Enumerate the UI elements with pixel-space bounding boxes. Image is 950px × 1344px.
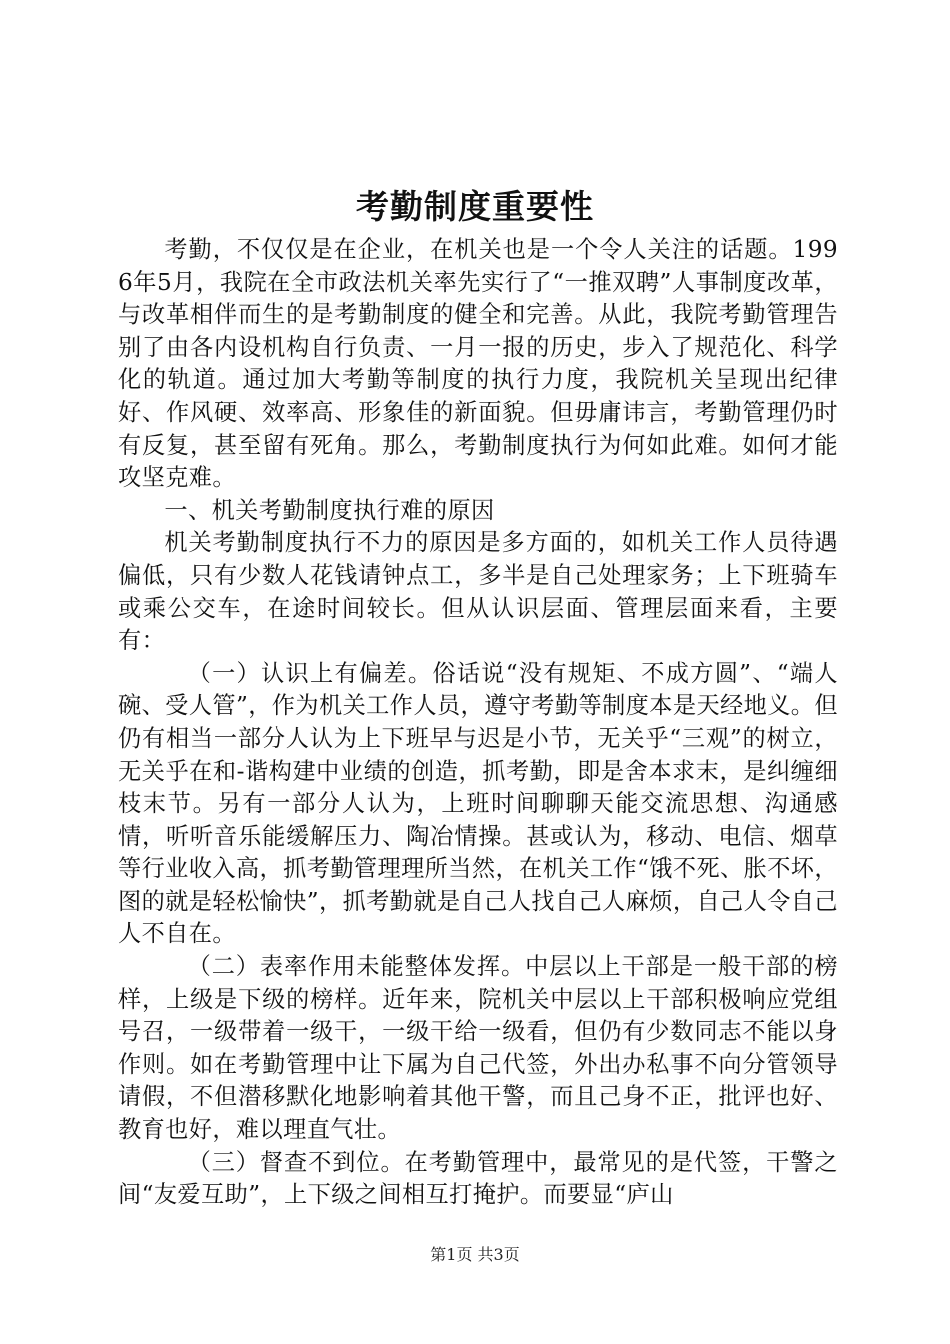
paragraph-cause-1: （一）认识上有偏差。俗话说“没有规矩、不成方圆”、“端人碗、受人管”，作为机关工作人员，遵守考勤等制度本是天经地义。但仍有相当一部分人认为上下班早与迟是小节，无关乎“三观”的树立，无关乎在和-谐构建中业绩的创造，抓考勤，即是舍本求末，是纠缠细枝末节。另有一部分人认为，上班时间聊聊天能交流思想、沟通感情，听听音乐能缓解压力、陶冶情操。甚或认为，移动、电信、烟草等行业收入高，抓考勤管理理所当然，在机关工作“饿不死、胀不坏，图的就是轻松愉快”，抓考勤就是自己人找自己人麻烦，自己人令自己人不自在。 (118, 659, 838, 948)
document-title: 考勤制度重要性 (356, 187, 594, 226)
paragraph-causes-overview: 机关考勤制度执行不力的原因是多方面的，如机关工作人员待遇偏低，只有少数人花钱请钟点工，多半是自己处理家务；上下班骑车或乘公交车，在途时间较长。但从认识层面、管理层面来看，主要有： (118, 529, 838, 655)
paragraph-cause-2: （二）表率作用未能整体发挥。中层以上干部是一般干部的榜样，上级是下级的榜样。近年来，院机关中层以上干部积极响应党组号召，一级带着一级干，一级干给一级看，但仍有少数同志不能以身作则。如在考勤管理中让下属为自己代签，外出办私事不向分管领导请假，不但潜移默化地影响着其他干警，而且己身不正，批评也好、教育也好，难以理直气壮。 (118, 953, 838, 1144)
document-body (118, 234, 838, 1212)
page-number-footer: 第1页 共3页 (430, 1245, 520, 1264)
paragraph-cause-3: （三）督查不到位。在考勤管理中，最常见的是代签，干警之间“友爱互助”，上下级之间相互打掩护。而要显“庐山 (118, 1148, 838, 1209)
section-heading-causes: 一、机关考勤制度执行难的原因 (164, 496, 495, 524)
paragraph-intro: 考勤，不仅仅是在企业，在机关也是一个令人关注的话题。1996年5月，我院在全市政法机关率先实行了“一推双聘”人事制度改革，与改革相伴而生的是考勤制度的健全和完善。从此，我院考勤管理告别了由各内设机构自行负责、一月一报的历史，步入了规范化、科学化的轨道。通过加大考勤等制度的执行力度，我院机关呈现出纪律好、作风硬、效率高、形象佳的新面貌。但毋庸讳言，考勤管理仍时有反复，甚至留有死角。那么，考勤制度执行为何如此难。如何才能攻坚克难。 (118, 236, 838, 492)
